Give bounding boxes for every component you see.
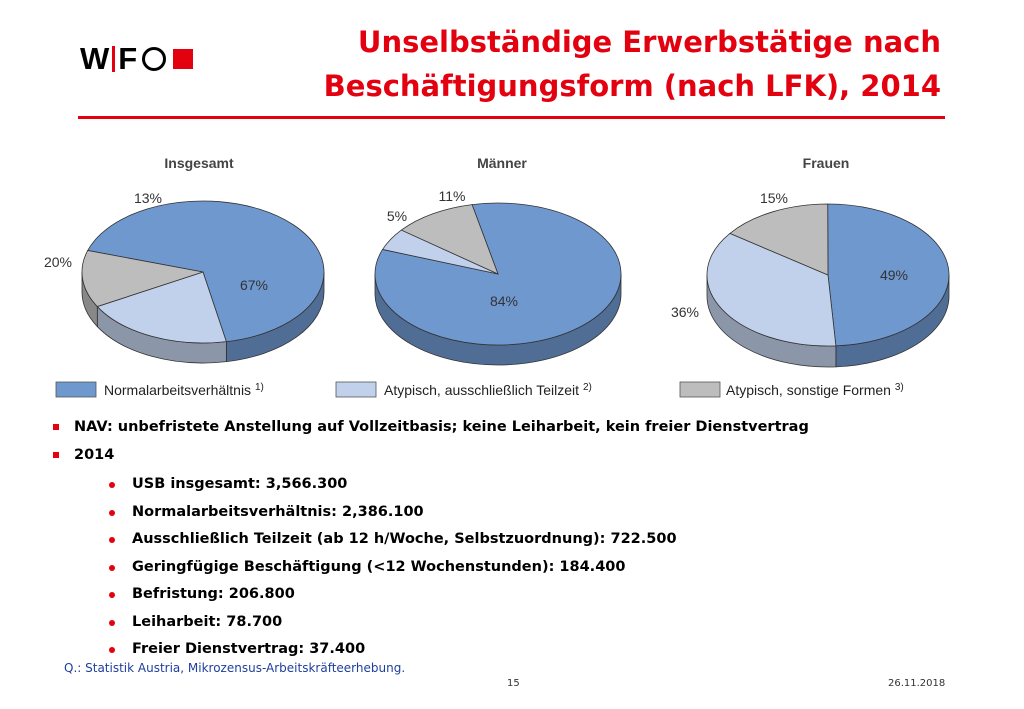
slide-title <box>324 20 941 108</box>
legend-swatch-normalarbeitsverhaeltnis <box>56 382 96 397</box>
pie-charts <box>0 140 1024 410</box>
pie-maenner-label-0: 84% <box>489 293 519 309</box>
sub-bullet-teilzeit: Ausschließlich Teilzeit (ab 12 h/Woche, Selbstzuordnung): 722.500 <box>74 526 809 554</box>
slide-date: 26.11.2018 <box>888 678 946 689</box>
sub-bullet-normal: Normalarbeitsverhältnis: 2,386.100 <box>74 499 809 527</box>
sub-bullet-leiharbeit: Leiharbeit: 78.700 <box>74 609 809 637</box>
sub-bullet-dienstvertrag: Freier Dienstvertrag: 37.400 <box>74 636 809 664</box>
legend-label-atypisch-sonstige-formen: Atypisch, sonstige Formen $^{3)}$ <box>726 382 904 398</box>
logo-letter-f: F <box>118 41 139 76</box>
pie-title-maenner: Männer <box>477 155 527 171</box>
source-note: Q.: Statistik Austria, Mikrozensus-Arbeitskräfteerhebung. <box>64 661 406 675</box>
sub-bullet-geringfuegig: Geringfügige Beschäftigung (<12 Wochenstunden): 184.400 <box>74 554 809 582</box>
bullet-year <box>52 441 809 664</box>
pie-frauen-label-0: 49% <box>879 267 909 283</box>
pie-maenner-label-1: 5% <box>386 208 408 224</box>
title-divider <box>78 116 945 119</box>
slide-title-line2: Beschäftigungsform (nach LFK), 2014 <box>323 69 941 103</box>
bullet-year-label: 2014 <box>74 447 115 463</box>
pie-insgesamt-label-1: 20% <box>43 254 73 270</box>
logo-square-icon <box>173 49 193 69</box>
pie-maenner-label-2: 11% <box>438 188 466 204</box>
sub-bullet-befristung: Befristung: 206.800 <box>74 581 809 609</box>
pie-insgesamt-label-0: 67% <box>239 277 269 293</box>
legend-label-atypisch-ausschliesslich-teilzeit: Atypisch, ausschließlich Teilzeit $^{2)}$ <box>384 382 592 398</box>
wifo-logo <box>80 42 193 76</box>
logo-divider <box>112 46 115 72</box>
pie-title-frauen: Frauen <box>802 155 850 171</box>
pie-insgesamt-label-2: 13% <box>133 190 163 206</box>
legend-swatch-atypisch-ausschliesslich-teilzeit <box>336 382 376 397</box>
sub-bullet-list <box>74 471 809 664</box>
logo-letter-w: W <box>80 41 111 76</box>
legend-swatch-atypisch-sonstige-formen <box>680 382 720 397</box>
logo-ring-icon <box>142 47 166 71</box>
slide-title-line1: Unselbständige Erwerbstätige nach <box>357 25 941 59</box>
sub-bullet-usb: USB insgesamt: 3,566.300 <box>74 471 809 499</box>
bullet-list <box>52 413 809 664</box>
pie-frauen-label-1: 36% <box>670 304 700 320</box>
bullet-nav: NAV: unbefristete Anstellung auf Vollzeitbasis; keine Leiharbeit, kein freier Dienstvertrag <box>52 413 809 441</box>
legend-label-normalarbeitsverhaeltnis: Normalarbeitsverhältnis $^{1)}$ <box>104 382 264 398</box>
pie-title-insgesamt: Insgesamt <box>164 155 234 171</box>
pie-frauen-label-2: 15% <box>759 190 789 206</box>
page-number: 15 <box>507 678 520 689</box>
